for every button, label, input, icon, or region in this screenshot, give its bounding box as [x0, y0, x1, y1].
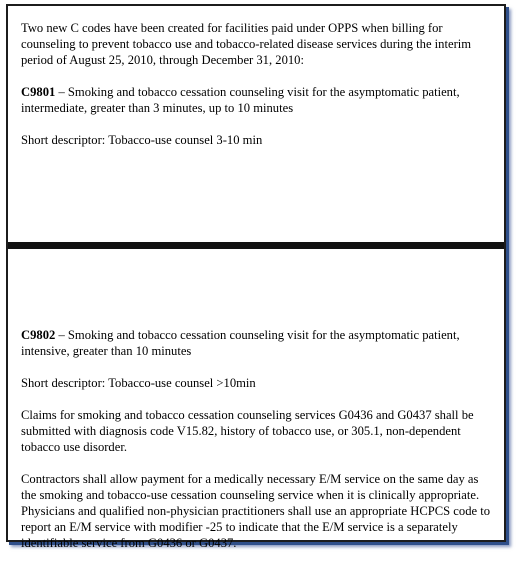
top-text	[21, 20, 494, 164]
intro-paragraph: Two new C codes have been created for facilities paid under OPPS when billing for counseling to prevent tobacco use and tobacco-related disease services during the interim period of August 25, 2010, through December 31, 2010:	[21, 21, 472, 67]
code1-description: – Smoking and tobacco cessation counseling visit for the asymptomatic patient, intermediate, greater than 3 minutes, up to 10 minutes	[21, 85, 460, 115]
code2-paragraph	[21, 327, 494, 359]
top-panel	[8, 6, 504, 242]
document-frame	[6, 4, 506, 550]
bottom-panel	[8, 249, 504, 550]
contractors-paragraph: Contractors shall allow payment for a medically necessary E/M service on the same day as the smoking and tobacco-use cessation counseling service when it is clinically appropriate. Physicians and qualified non-physician practitioners shall use an appropriate HCPCS code to report an E/M service with modifier -25 to indicate that the E/M service is a separately identifiable service from G0436 or G0437.	[21, 472, 491, 550]
short-descriptor-1: Short descriptor: Tobacco-use counsel 3-10 min	[21, 133, 263, 147]
short-descriptor-2: Short descriptor: Tobacco-use counsel >10min	[21, 376, 256, 390]
code-c9801: C9801	[21, 85, 56, 99]
code1-paragraph	[21, 84, 494, 116]
claims-paragraph: Claims for smoking and tobacco cessation counseling services G0436 and G0437 shall be submitted with diagnosis code V15.82, history of tobacco use, or 305.1, non-dependent tobacco use disorder.	[21, 408, 474, 454]
bottom-text	[21, 327, 494, 567]
code-c9802: C9802	[21, 328, 56, 342]
code2-description: – Smoking and tobacco cessation counseling visit for the asymptomatic patient, intensive, greater than 10 minutes	[21, 328, 460, 358]
section-divider	[8, 242, 504, 249]
